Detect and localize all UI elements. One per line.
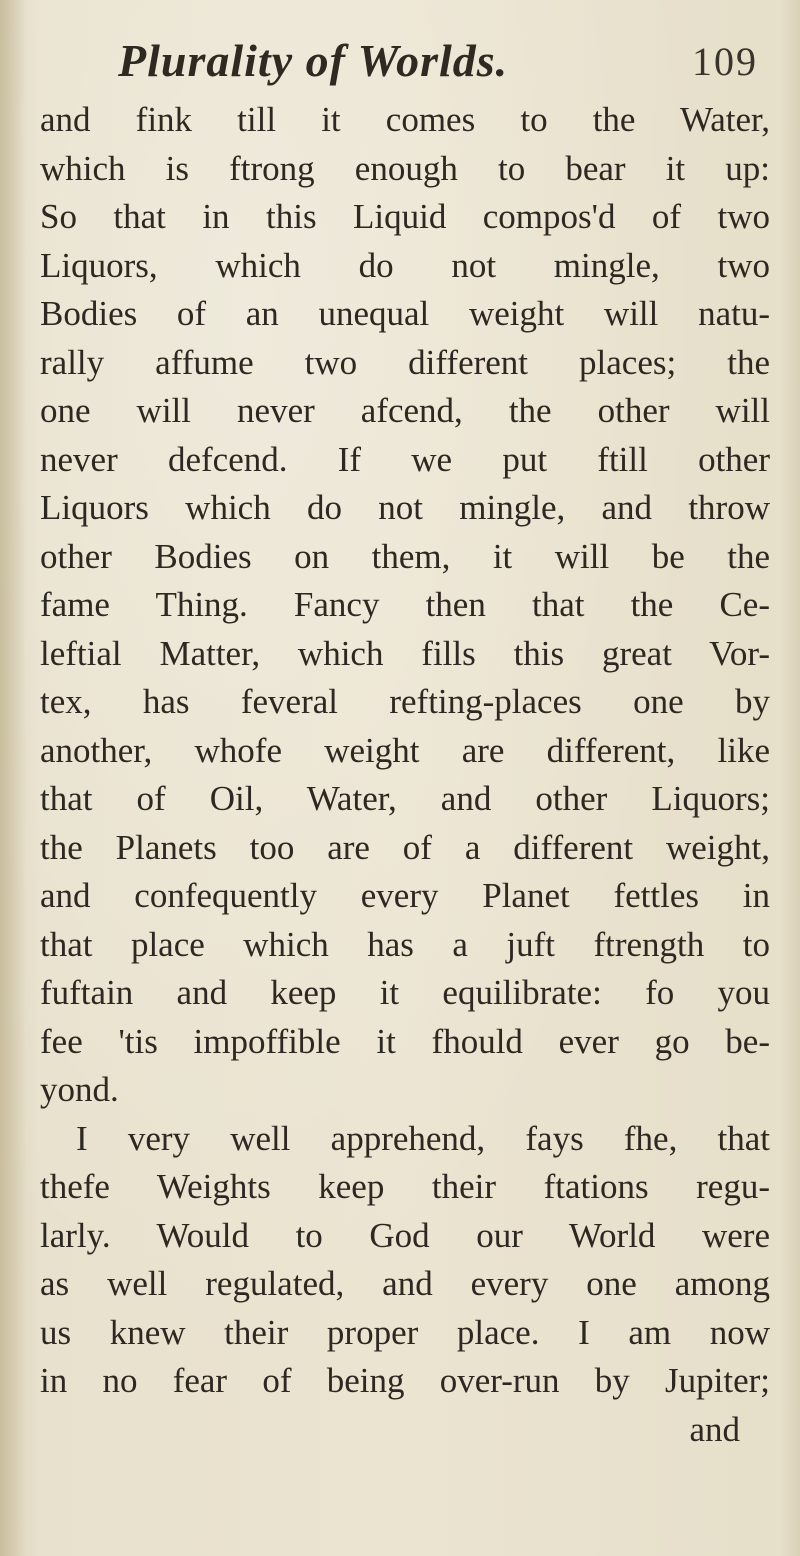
text-line: one will never afcend, the other will <box>40 391 770 430</box>
text-line: tex, has feveral refting-places one by <box>40 682 770 721</box>
text-line: Liquors which do not mingle, and throw <box>40 488 770 527</box>
text-line: So that in this Liquid compos'd of two <box>40 197 770 236</box>
running-title: Plurality of Worlds. <box>118 35 509 86</box>
page-header <box>118 34 768 94</box>
page-gutter-shadow <box>0 0 26 1556</box>
text-line: another, whofe weight are different, like <box>40 730 770 770</box>
text-line: fame Thing. Fancy then that the Ce- <box>40 585 770 624</box>
text-line: fuftain and keep it equilibrate: fo you <box>40 973 770 1012</box>
text-line: rally affume two different places; the <box>40 342 770 382</box>
text-line: larly. Would to God our World were <box>40 1215 770 1255</box>
text-line: that place which has a juft ftrength to <box>40 924 770 964</box>
text-line: the Planets too are of a different weight, <box>40 827 770 867</box>
paragraph-end-line: yond. <box>40 1070 119 1109</box>
text-line: leftial Matter, which fills this great Vor- <box>40 633 770 673</box>
page-number: 109 <box>692 39 758 84</box>
text-line: Bodies of an unequal weight will natu- <box>40 294 770 333</box>
text-line: fee 'tis impoffible it fhould ever go be- <box>40 1021 770 1061</box>
text-line: in no fear of being over-run by Jupiter; <box>40 1361 770 1400</box>
text-line: as well regulated, and every one among <box>40 1264 770 1303</box>
text-line: Liquors, which do not mingle, two <box>40 245 770 285</box>
text-line: which is ftrong enough to bear it up: <box>40 148 770 188</box>
paragraph-start-line: I very well apprehend, fays fhe, that <box>76 1118 770 1158</box>
text-line: thefe Weights keep their ftations regu- <box>40 1167 770 1206</box>
text-line: us knew their proper place. I am now <box>40 1312 770 1352</box>
text-line: never defcend. If we put ftill other <box>40 439 770 479</box>
catchword: and <box>689 1409 740 1449</box>
text-line: and confequently every Planet fettles in <box>40 876 770 915</box>
text-line: other Bodies on them, it will be the <box>40 536 770 576</box>
body-text <box>40 96 770 1454</box>
text-line: and fink till it comes to the Water, <box>40 100 770 139</box>
text-line: that of Oil, Water, and other Liquors; <box>40 779 770 818</box>
